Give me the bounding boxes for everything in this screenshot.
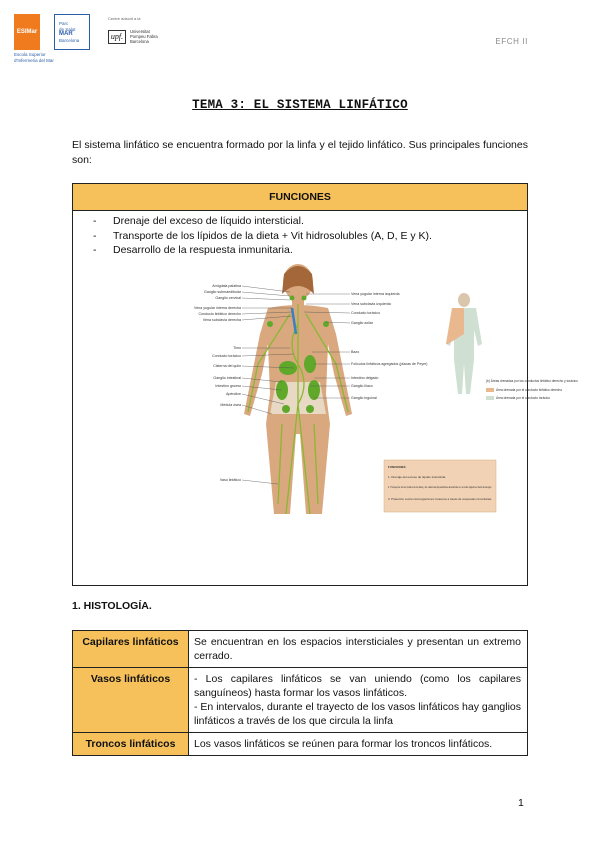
table-row (73, 631, 528, 668)
upf-caption: Centre adscrit a la (108, 16, 141, 21)
table-term: Vasos linfáticos (73, 668, 189, 733)
inset-item: 2. Transporte de los lípidos de la dieta y de vitaminas liposolubles absorbidos en el tubo digestivo hacia la sangre. (388, 485, 493, 489)
section-heading: 1. HISTOLOGÍA. (72, 600, 152, 612)
table-description: Se encuentran en los espacios intersticiales y presentan un extremo cerrado. (189, 631, 528, 668)
table-term: Capilares linfáticos (73, 631, 189, 668)
list-item: - Drenaje del exceso de líquido intersticial. (93, 215, 304, 227)
figure-labels-left (194, 284, 242, 482)
legend-title: (b) Áreas drenadas por los conductos linfático derecho y torácico (486, 379, 578, 383)
inset-title: FUNCIONES (388, 465, 406, 469)
school-name: Escola Superior d'Infermeria del Mar (14, 52, 54, 63)
page-title: TEMA 3: EL SISTEMA LINFÁTICO (192, 98, 408, 112)
figure-label: Intestino delgado (351, 376, 379, 380)
table-row (73, 733, 528, 756)
table-description: - Los capilares linfáticos se van uniendo (como los capilares sanguíneos) hasta formar los vasos linfáticos. - En intervalos, durante el trayecto de los vasos linfáticos hay ganglios linfáticos a través de los que circula la linfa (189, 668, 528, 733)
figure-label: Cisterna del quilo (213, 364, 241, 368)
figure-label: Vaso linfático (219, 478, 241, 482)
page-number: 1 (518, 797, 524, 809)
functions-list (73, 211, 527, 258)
parc-de-mar-logo: Parc de Salut MAR Barcelona (54, 14, 90, 50)
upf-name: Universitat Pompeu Fabra Barcelona (130, 29, 158, 44)
table-term: Troncos linfáticos (73, 733, 189, 756)
list-item: - Desarrollo de la respuesta inmunitaria. (93, 244, 293, 256)
document-code: EFCH II (495, 37, 528, 46)
intro-paragraph: El sistema linfático se encuentra formado por la linfa y el tejido linfático. Sus principales funciones son: (72, 139, 528, 166)
drainage-diagram (446, 293, 482, 394)
figure-label: Folículos linfáticos agregados (placas de Peyer) (351, 362, 428, 366)
figure-labels-right (351, 292, 428, 400)
legend-item: Área drenada por el conducto linfático derecho (496, 388, 563, 392)
figure-label: Vena subclavia izquierda (351, 302, 391, 306)
functions-inset (384, 460, 496, 512)
figure-label: Conducto torácico (212, 354, 241, 358)
figure-label: Timo (233, 346, 241, 350)
figure-label: Vena subclavia derecha (202, 318, 241, 322)
figure-label: Amígdala palatina (212, 284, 241, 288)
figure-label: Ganglio axilar (351, 321, 373, 325)
table-row (73, 668, 528, 733)
table-description: Los vasos linfáticos se reúnen para formar los troncos linfáticos. (189, 733, 528, 756)
figure-legend (486, 379, 578, 400)
inset-item: 3. Protección contra microorganismos invasores a través de respuestas inmunitarias. (388, 497, 493, 501)
figure-label: Ganglio inguinal (351, 396, 377, 400)
figure-label: Apéndice (226, 392, 241, 396)
functions-heading: FUNCIONES (73, 184, 527, 211)
figure-label: Ganglio cervical (215, 296, 241, 300)
figure-label: Bazo (351, 350, 360, 354)
esimar-logo: ESIMar (14, 14, 40, 50)
figure-label: Vena yugular interna izquierda (351, 292, 400, 296)
figure-label: Ganglio intestinal (213, 376, 241, 380)
histology-table (72, 630, 528, 756)
legend-item: Área drenada por el conducto torácico (496, 396, 551, 400)
figure-label: Intestino grueso (215, 384, 241, 388)
figure-label: Conducto linfático derecho (198, 312, 241, 316)
upf-logo: upf. (108, 30, 126, 44)
figure-label: Médula ósea (220, 403, 241, 407)
functions-box (72, 183, 578, 586)
figure-label: Conducto torácico (351, 311, 380, 315)
inset-item: 1. Drenaje del exceso de líquido intersticial. (388, 475, 446, 479)
lymphatic-system-figure (186, 264, 578, 522)
figure-label: Ganglio submandibular (204, 290, 241, 294)
figure-label: Vena yugular interna derecha (194, 306, 241, 310)
figure-label: Ganglio ilíaco (351, 384, 373, 388)
list-item: - Transporte de los lípidos de la dieta + Vit hidrosolubles (A, D, E y K). (93, 229, 432, 242)
